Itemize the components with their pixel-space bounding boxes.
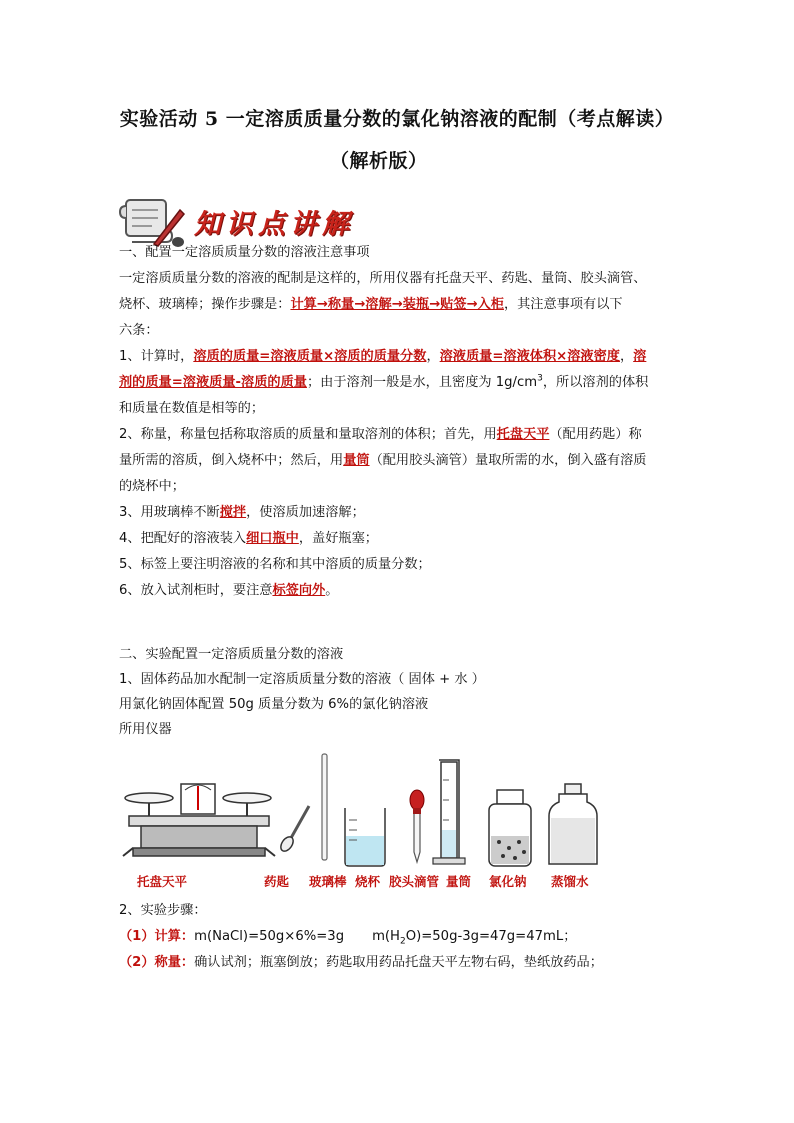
intro-line-2: 烧杯、玻璃棒；操作步骤是：计算→称量→溶解→装瓶→贴签→入柜，其注意事项有以下 xyxy=(119,297,623,312)
item-2-line-3: 的烧杯中； xyxy=(119,479,185,494)
item-6: 6、放入试剂柜时，要注意标签向外。 xyxy=(119,583,339,598)
label-spoon: 药匙 xyxy=(264,874,290,889)
label-nacl: 氯化钠 xyxy=(489,874,527,889)
sub-heading-1: 1、固体药品加水配制一定溶质质量分数的溶液（ 固体 + 水 ） xyxy=(119,672,485,687)
section-2 xyxy=(119,642,679,742)
label-beaker: 烧杯 xyxy=(355,874,381,889)
dropper-drawing xyxy=(410,790,424,862)
step-1: （1）计算：m(NaCl)=50g×6%=3g $m(H_2O)=50g-3g=47g=47mL$； xyxy=(119,929,577,947)
steps-heading: 2、实验步骤： xyxy=(119,903,207,918)
glass-rod-drawing xyxy=(322,754,327,860)
section-2-heading: 二、实验配置一定溶质质量分数的溶液 xyxy=(119,647,344,662)
item-1-line-1: 1、计算时，溶质的质量=溶液质量×溶质的质量分数，溶液质量=溶液体积×溶液密度，溶 xyxy=(119,349,647,364)
intro-line-1: 一定溶质质量分数的溶液的配制是这样的，所用仪器有托盘天平、药匙、量筒、胶头滴管、 xyxy=(119,271,647,286)
instruments-illustration xyxy=(119,750,599,895)
water-bottle-drawing xyxy=(549,784,597,864)
item-3: 3、用玻璃棒不断搅拌，使溶质加速溶解； xyxy=(119,505,365,520)
beaker-drawing xyxy=(345,808,385,866)
page-subtitle: （解析版） xyxy=(330,150,428,172)
page-title: 实验活动 5 一定溶质质量分数的氯化钠溶液的配制（考点解读） xyxy=(119,108,675,130)
spoon-drawing xyxy=(278,806,309,853)
procedure-steps: 计算→称量→溶解→装瓶→贴签→入柜 xyxy=(290,297,504,312)
balance-drawing xyxy=(123,784,275,856)
label-cylinder: 量筒 xyxy=(446,874,472,889)
label-water: 蒸馏水 xyxy=(551,874,589,889)
steps-section xyxy=(119,898,679,976)
instruments-drawing xyxy=(119,750,599,872)
section-1-heading: 一、配置一定溶质质量分数的溶液注意事项 xyxy=(119,245,370,260)
section-1 xyxy=(119,240,679,604)
banner-title: 知识点讲解 xyxy=(194,209,354,240)
cylinder-drawing xyxy=(433,760,465,864)
label-balance: 托盘天平 xyxy=(137,874,188,889)
item-1-line-3: 和质量在数值是相等的； xyxy=(119,401,265,416)
item-4: 4、把配好的溶液装入细口瓶中，盖好瓶塞； xyxy=(119,531,378,546)
instruments-heading: 所用仪器 xyxy=(119,722,172,737)
intro-line-3: 六条： xyxy=(119,323,159,338)
item-5: 5、标签上要注明溶液的名称和其中溶质的质量分数； xyxy=(119,557,431,572)
item-2-line-2: 量所需的溶质，倒入烧杯中；然后，用量筒（配用胶头滴管）量取所需的水，倒入盛有溶质 xyxy=(119,453,647,468)
step-2: （2）称量：确认试剂；瓶塞倒放；药匙取用药品托盘天平左物右码，垫纸放药品； xyxy=(119,955,603,970)
example-text: 用氯化钠固体配置 50g 质量分数为 6%的氯化钠溶液 xyxy=(119,697,429,712)
item-2-line-1: 2、称量，称量包括称取溶质的质量和量取溶剂的体积；首先，用托盘天平（配用药匙）称 xyxy=(119,427,642,442)
label-glass-rod: 玻璃棒 xyxy=(309,874,347,889)
item-1-line-2: 剂的质量=溶液质量-溶质的质量；由于溶剂一般是水，且密度为 $1g/cm^3$，所以溶剂的体积 xyxy=(119,373,649,390)
nacl-jar-drawing xyxy=(489,790,531,866)
label-dropper: 胶头滴管 xyxy=(389,874,440,889)
